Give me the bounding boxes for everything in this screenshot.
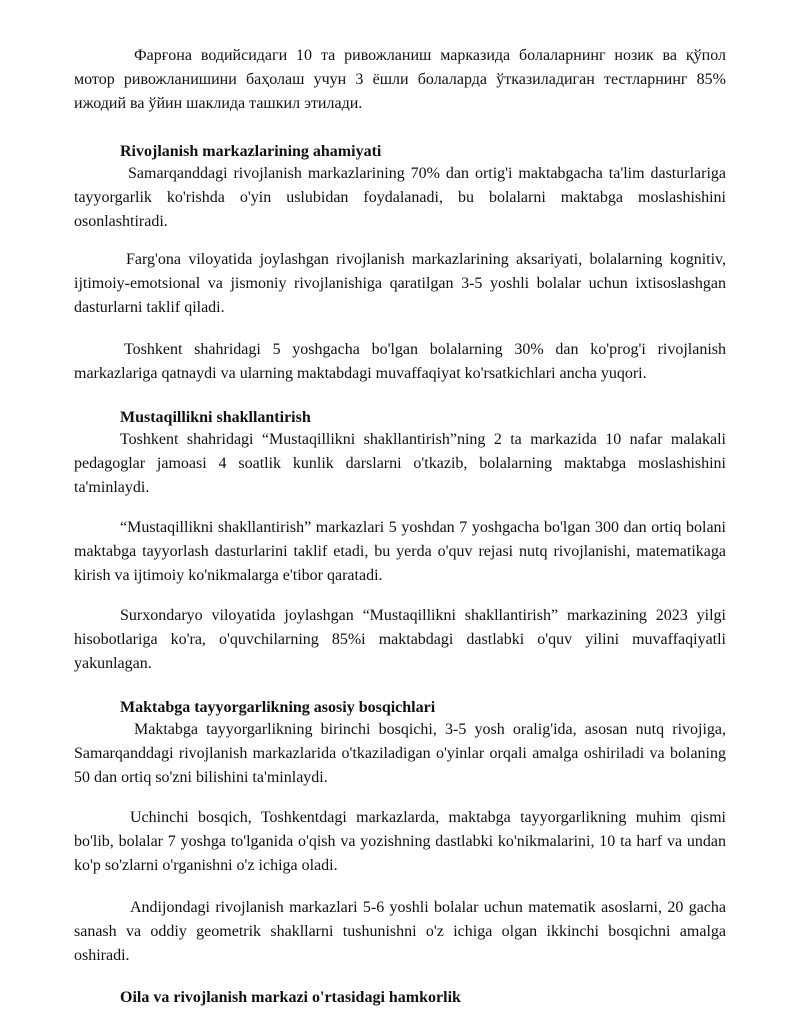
paragraph: Andijondagi rivojlanish markazlari 5-6 yoshli bolalar uchun matematik asoslarni, 20 gacha sanash va oddiy geometrik shakllarni tushunishni o'z ichiga olgan ikkinchi bosqichni amalga oshiradi. <box>74 899 726 964</box>
paragraph: Toshkent shahridagi 5 yoshgacha bo'lgan bolalarning 30% dan ko'prog'i rivojlanish markazlariga qatnaydi va ularning maktabdagi muvaffaqiyat ko'rsatkichlari ancha yuqori. <box>74 341 726 382</box>
intro-paragraph: Фарғона водийсидаги 10 та ривожланиш марказида болаларнинг нозик ва қўпол мотор ривожланишини баҳолаш учун 3 ёшли болаларда ўтказиладиган тестларнинг 85% ижодий ва ўйин шаклида ташкил этилади. <box>74 47 726 112</box>
section-heading-importance: Rivojlanish markazlarining ahamiyati <box>120 143 382 160</box>
section-heading-independence: Mustaqillikni shakllantirish <box>120 409 311 426</box>
paragraph: “Mustaqillikni shakllantirish” markazlari 5 yoshdan 7 yoshgacha bo'lgan 300 dan ortiq bolani maktabga tayyorlash dasturlarini taklif etadi, bu yerda o'quv rejasi nutq rivojlanishi, matematikaga kirish va ijtimoiy ko'nikmalarga e'tibor qaratadi. <box>74 519 726 584</box>
paragraph: Samarqanddagi rivojlanish markazlarining 70% dan ortig'i maktabgacha ta'lim dasturlariga tayyorgarlik ko'rishda o'yin uslubidan foydalanadi, bu bolalarni maktabga moslashishini osonlashtiradi. <box>74 165 726 230</box>
section-heading-stages: Maktabga tayyorgarlikning asosiy bosqichlari <box>120 699 436 716</box>
paragraph: Maktabga tayyorgarlikning birinchi bosqichi, 3-5 yosh oralig'ida, asosan nutq rivojiga, Samarqanddagi rivojlanish markazlarida o'tkaziladigan o'yinlar orqali amalga oshiriladi va bolaning 50 dan ortiq so'zni bilishini ta'minlaydi. <box>74 721 726 786</box>
paragraph: Toshkent shahridagi “Mustaqillikni shakllantirish”ning 2 ta markazida 10 nafar malakali pedagoglar jamoasi 4 soatlik kunlik darslarni o'tkazib, bolalarning maktabga moslashishini ta'minlaydi. <box>74 431 726 496</box>
paragraph: Farg'ona viloyatida joylashgan rivojlanish markazlarining aksariyati, bolalarning kognitiv, ijtimoiy-emotsional va jismoniy rivojlanishiga qaratilgan 3-5 yoshli bolalar uchun ixtisoslashgan dasturlarni taklif qiladi. <box>74 251 726 316</box>
paragraph: Uchinchi bosqich, Toshkentdagi markazlarda, maktabga tayyorgarlikning muhim qismi bo'lib, bolalar 7 yoshga to'lganida o'qish va yozishning dastlabki ko'nikmalarini, 10 ta harf va undan ko'p so'zlarni o'rganishni o'z ichiga oladi. <box>74 809 726 874</box>
paragraph: Surxondaryo viloyatida joylashgan “Mustaqillikni shakllantirish” markazining 2023 yilgi hisobotlariga ko'ra, o'quvchilarning 85%i maktabdagi dastlabki o'quv yilini muvaffaqiyatli yakunlagan. <box>74 607 726 672</box>
section-heading-cooperation: Oila va rivojlanish markazi o'rtasidagi hamkorlik <box>120 989 461 1006</box>
